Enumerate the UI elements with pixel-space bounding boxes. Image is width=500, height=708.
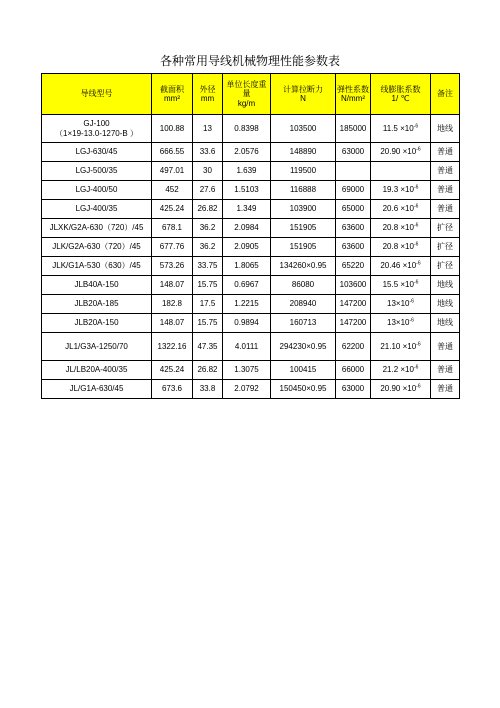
cell-expansion: $13\times 10^{-6}$ (371, 295, 431, 314)
cell-force: 86080 (271, 276, 336, 295)
cell-expansion: $21.2 \times 10^{-6}$ (371, 361, 431, 380)
table-row (42, 333, 460, 361)
cell-area: 666.55 (152, 143, 193, 162)
cell-model: JLB20A-185 (42, 295, 152, 314)
cell-modulus: 185000 (336, 115, 371, 143)
cell-model: JLK/G1A-530（630）/45 (42, 257, 152, 276)
cell-force: 100415 (271, 361, 336, 380)
cell-diameter: 36.2 (193, 219, 223, 238)
cell-area: 100.88 (152, 115, 193, 143)
header-unit-weight: 单位长度重量 kg/m (223, 74, 271, 115)
cell-model: JLB20A-150 (42, 314, 152, 333)
document-title: 各种常用导线机械物理性能参数表 (159, 54, 340, 68)
table-row (42, 380, 460, 399)
cell-weight: 1.349 (223, 200, 271, 219)
table-body (42, 115, 460, 399)
cell-diameter: 15.75 (193, 314, 223, 333)
header-diameter: 外径 mm (193, 74, 223, 115)
cell-model: JLB40A-150 (42, 276, 152, 295)
cell-area: 148.07 (152, 276, 193, 295)
header-elastic-modulus: 弹性系数 N/mm² (336, 74, 371, 115)
cell-area: 425.24 (152, 361, 193, 380)
table-row (42, 257, 460, 276)
cell-modulus: 147200 (336, 314, 371, 333)
table-row (42, 181, 460, 200)
cell-weight: 2.0792 (223, 380, 271, 399)
cell-modulus: 65000 (336, 200, 371, 219)
table-row (42, 238, 460, 257)
cell-expansion: $20.90 \times 10^{-6}$ (371, 380, 431, 399)
cell-weight: 0.9894 (223, 314, 271, 333)
cell-area: 677.76 (152, 238, 193, 257)
cell-remark: 普通 (431, 200, 460, 219)
cell-expansion: $21.10 \times 10^{-6}$ (371, 333, 431, 361)
cell-remark: 普通 (431, 333, 460, 361)
cell-expansion (371, 162, 431, 181)
cell-expansion: $15.5 \times 10^{-6}$ (371, 276, 431, 295)
cell-model: JLK/G2A-630（720）/45 (42, 238, 152, 257)
cell-area: 148.07 (152, 314, 193, 333)
cell-modulus: 66000 (336, 361, 371, 380)
cell-expansion: $20.8 \times 10^{-6}$ (371, 219, 431, 238)
cell-modulus (336, 162, 371, 181)
cell-diameter: 47.35 (193, 333, 223, 361)
cell-force: 148890 (271, 143, 336, 162)
cell-model: JL1/G3A-1250/70 (42, 333, 152, 361)
cell-force: 160713 (271, 314, 336, 333)
cell-expansion: $20.8 \times 10^{-6}$ (371, 238, 431, 257)
cell-area: 1322.16 (152, 333, 193, 361)
cell-force: 151905 (271, 238, 336, 257)
cell-area: 497.01 (152, 162, 193, 181)
header-remark: 备注 (431, 74, 460, 115)
cell-remark: 地线 (431, 295, 460, 314)
cell-diameter: 13 (193, 115, 223, 143)
cell-modulus: 63600 (336, 219, 371, 238)
cell-remark: 地线 (431, 115, 460, 143)
cell-force: 119500 (271, 162, 336, 181)
cell-area: 425.24 (152, 200, 193, 219)
cell-expansion: $11.5 \times 10^{-6}$ (371, 115, 431, 143)
cell-modulus: 63600 (336, 238, 371, 257)
cell-remark: 扩径 (431, 257, 460, 276)
cell-modulus: 103600 (336, 276, 371, 295)
cell-remark: 扩径 (431, 238, 460, 257)
cell-expansion: $20.6 \times 10^{-6}$ (371, 200, 431, 219)
cell-model: LGJ-500/35 (42, 162, 152, 181)
cell-model: LGJ-400/35 (42, 200, 152, 219)
cell-model: LGJ-400/50 (42, 181, 152, 200)
cell-diameter: 26.82 (193, 361, 223, 380)
cell-diameter: 33.75 (193, 257, 223, 276)
cell-area: 452 (152, 181, 193, 200)
cell-weight: 2.0984 (223, 219, 271, 238)
cell-modulus: 63000 (336, 143, 371, 162)
cell-area: 673.6 (152, 380, 193, 399)
cell-diameter: 26.82 (193, 200, 223, 219)
cell-weight: 0.6967 (223, 276, 271, 295)
table-row (42, 143, 460, 162)
cell-remark: 普通 (431, 181, 460, 200)
cell-force: 294230×0.95 (271, 333, 336, 361)
header-area: 截面积 mm² (152, 74, 193, 115)
header-model: 导线型号 (42, 74, 152, 115)
cell-diameter: 27.6 (193, 181, 223, 200)
cell-force: 208940 (271, 295, 336, 314)
header-row (42, 74, 460, 115)
cell-diameter: 33.6 (193, 143, 223, 162)
cell-remark: 普通 (431, 162, 460, 181)
cell-weight: 4.0111 (223, 333, 271, 361)
cell-remark: 普通 (431, 143, 460, 162)
cell-modulus: 65220 (336, 257, 371, 276)
table-row (42, 162, 460, 181)
cell-force: 116888 (271, 181, 336, 200)
cell-weight: 1.5103 (223, 181, 271, 200)
cell-remark: 普通 (431, 361, 460, 380)
cell-model: JLXK/G2A-630（720）/45 (42, 219, 152, 238)
cell-diameter: 33.8 (193, 380, 223, 399)
cell-area: 573.26 (152, 257, 193, 276)
table-row (42, 314, 460, 333)
cell-modulus: 63000 (336, 380, 371, 399)
cell-model: GJ-100 （1×19-13.0-1270-B ） (42, 115, 152, 143)
cell-force: 150450×0.95 (271, 380, 336, 399)
cell-weight: 2.0905 (223, 238, 271, 257)
cell-remark: 普通 (431, 380, 460, 399)
cell-force: 103500 (271, 115, 336, 143)
cell-modulus: 147200 (336, 295, 371, 314)
cell-model: JL/G1A-630/45 (42, 380, 152, 399)
table-row (42, 276, 460, 295)
table-row (42, 295, 460, 314)
cell-force: 134260×0.95 (271, 257, 336, 276)
cell-diameter: 15.75 (193, 276, 223, 295)
conductor-parameter-table (41, 73, 460, 399)
cell-model: LGJ-630/45 (42, 143, 152, 162)
cell-remark: 地线 (431, 314, 460, 333)
cell-area: 678.1 (152, 219, 193, 238)
cell-remark: 地线 (431, 276, 460, 295)
cell-force: 151905 (271, 219, 336, 238)
cell-area: 182.8 (152, 295, 193, 314)
cell-modulus: 69000 (336, 181, 371, 200)
cell-weight: 1.3075 (223, 361, 271, 380)
cell-weight: 1.639 (223, 162, 271, 181)
cell-diameter: 36.2 (193, 238, 223, 257)
cell-modulus: 62200 (336, 333, 371, 361)
cell-expansion: $20.46 \times 10^{-6}$ (371, 257, 431, 276)
header-expansion: 线膨胀系数 1/ ℃ (371, 74, 431, 115)
cell-weight: 1.8065 (223, 257, 271, 276)
cell-model: JL/LB20A-400/35 (42, 361, 152, 380)
cell-weight: 1.2215 (223, 295, 271, 314)
cell-remark: 扩径 (431, 219, 460, 238)
header-breaking-force: 计算拉断力 N (271, 74, 336, 115)
table-row (42, 219, 460, 238)
table-row (42, 361, 460, 380)
cell-expansion: $20.90 \times 10^{-6}$ (371, 143, 431, 162)
cell-expansion: $19.3 \times 10^{-6}$ (371, 181, 431, 200)
cell-weight: 0.8398 (223, 115, 271, 143)
cell-diameter: 30 (193, 162, 223, 181)
table-row (42, 200, 460, 219)
cell-weight: 2.0576 (223, 143, 271, 162)
cell-expansion: $13\times 10^{-6}$ (371, 314, 431, 333)
cell-force: 103900 (271, 200, 336, 219)
cell-diameter: 17.5 (193, 295, 223, 314)
table-row (42, 115, 460, 143)
